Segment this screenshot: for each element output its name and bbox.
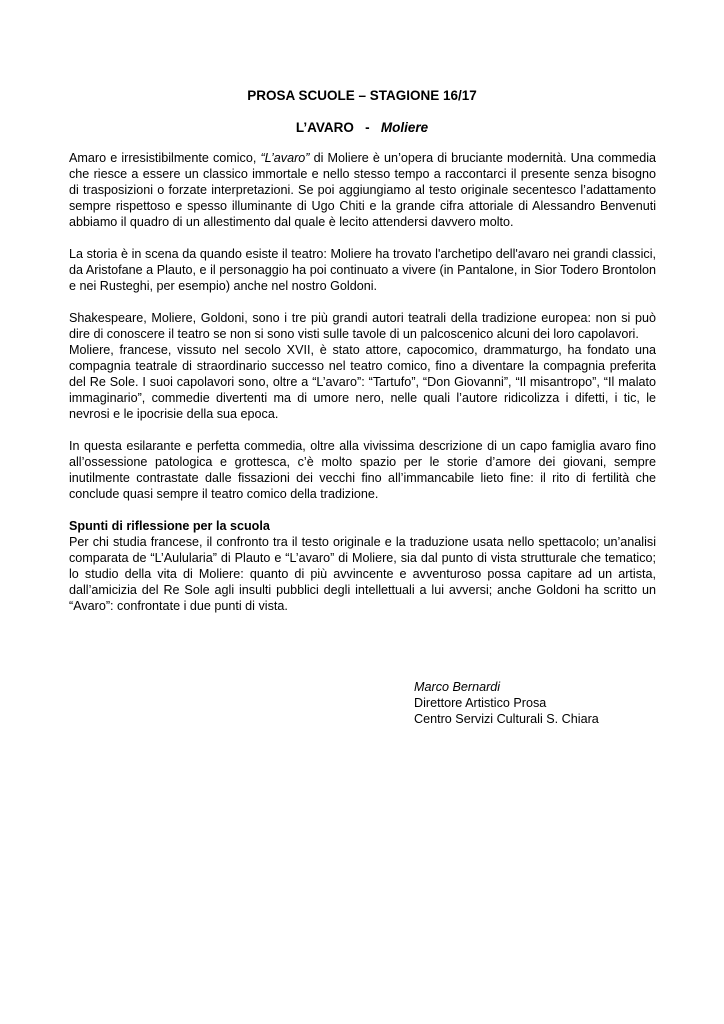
subtitle-work: L’AVARO bbox=[295, 120, 354, 135]
paragraph-comedy: In questa esilarante e perfetta commedia, oltre alla vivissima descrizione di un capo famiglia avaro fino all’ossessione patologica e grottesca, c’è molto spazio per le storie d’amore dei giovani, sempre inutilmente contrastate dalle fissazioni dei vecchi fino all’immancabile lieto fine: il rito di fertilità che conclude quasi sempre il teatro comico della tradizione. bbox=[69, 439, 656, 501]
signature-role: Direttore Artistico Prosa bbox=[414, 696, 547, 710]
paragraph-moliere: Moliere, francese, vissuto nel secolo XVII, è stato attore, capocomico, drammaturgo, ha fondato una compagnia teatrale di straordinario successo nel teatro comico, fino a diventare la compagnia preferita del Re Sole. I suoi capolavori sono, oltre a “L’avaro”: “Tartufo”, “Don Giovanni”, “Il misantropo”, “Il malato immaginario”, commedie divertenti ma di umore nero, nelle quali l’autore ridicolizza i difetti, i tic, le nevrosi e le ipocrisie della sua epoca. bbox=[69, 343, 656, 421]
signature-organization: Centro Servizi Culturali S. Chiara bbox=[414, 712, 599, 726]
subtitle-separator: - bbox=[365, 120, 370, 135]
paragraph-intro-emphasis: “L’avaro” bbox=[260, 151, 310, 165]
paragraph-intro bbox=[69, 150, 656, 230]
paragraph-history: La storia è in scena da quando esiste il teatro: Moliere ha trovato l'archetipo dell'avaro nei grandi classici, da Aristofane a Plauto, e il personaggio ha poi continuato a vivere (in Pantalone, in Sior Todero Brontolon e nei Rusteghi, per esempio) anche nel nostro Goldoni. bbox=[69, 247, 656, 293]
paragraph-school: Per chi studia francese, il confronto tra il testo originale e la traduzione usata nello spettacolo; un’analisi comparata de “L’Aulularia” di Plauto e “L’avaro” di Moliere, sia dal punto di vista strutturale che tematico; lo studio della vita di Moliere: quanto di più avvincente e avventuroso possa capitare ad un artista, dall’amicizia del Re Sole agli insulti pubblici degli intellettuali a lui avversi; anche Goldoni ha scritto un “Avaro”: confrontate i due punti di vista. bbox=[69, 535, 656, 613]
subtitle-author: Moliere bbox=[380, 120, 429, 135]
signature-name: Marco Bernardi bbox=[414, 680, 501, 694]
paragraph-authors: Shakespeare, Moliere, Goldoni, sono i tre più grandi autori teatrali della tradizione europea: non si può dire di conoscere il teatro se non si sono visti sulle tavole di un palcoscenico alcuni dei loro capolavori. bbox=[69, 311, 656, 341]
paragraph-intro-rest: di Moliere è un’opera di bruciante modernità. Una commedia che riesce a essere un classico immortale e nello stesso tempo a raccontarci il presente senza bisogno di trasposizioni o forzate interpretazioni. Se poi aggiungiamo al testo originale secentesco l’adattamento sempre rispettoso e spesso illuminante di Ugo Chiti e la grande cifra attoriale di Alessandro Benvenuti abbiamo il quadro di un allestimento dal quale è lecito attendersi davvero molto. bbox=[69, 151, 656, 229]
document-subtitle bbox=[0, 120, 724, 135]
document-title: PROSA SCUOLE – STAGIONE 16/17 bbox=[247, 88, 477, 103]
section-heading: Spunti di riflessione per la scuola bbox=[69, 519, 270, 533]
paragraph-intro-lead: Amaro e irresistibilmente comico, bbox=[69, 151, 261, 165]
document-body bbox=[69, 150, 656, 614]
signature-block bbox=[414, 679, 599, 727]
